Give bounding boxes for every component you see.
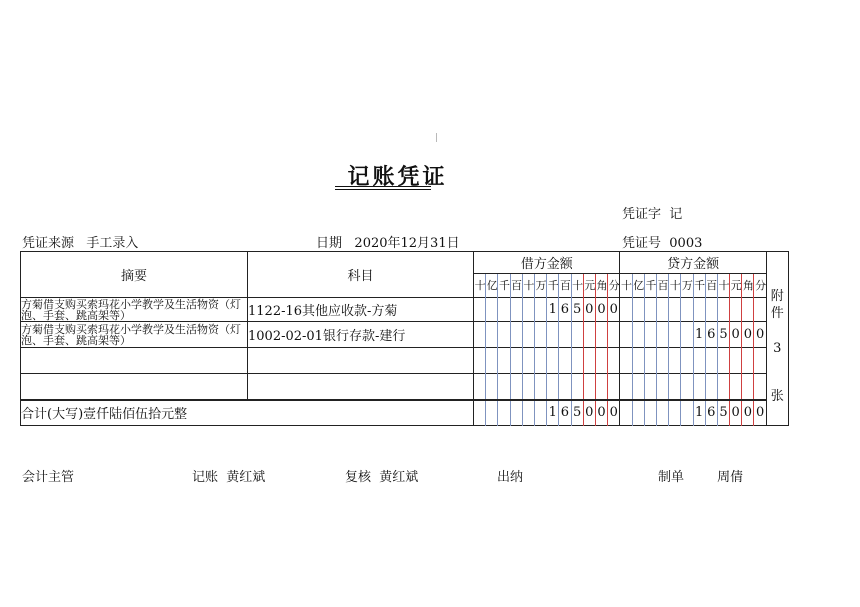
debit-unit-6: 千 [547, 274, 559, 298]
debit-unit-7: 百 [559, 274, 571, 298]
total-credit-digit [681, 400, 693, 426]
footer-preparer-label: 制单 [658, 470, 685, 485]
row-credit-digit [669, 298, 681, 322]
debit-unit-0: 十 [474, 274, 486, 298]
row-debit-digit [559, 322, 571, 348]
row-credit-digit [620, 298, 632, 322]
row-credit-digit [656, 298, 668, 322]
credit-unit-7: 百 [705, 274, 717, 298]
voucher-number [622, 232, 702, 251]
row-debit-digit [510, 348, 522, 374]
credit-unit-8: 十 [717, 274, 729, 298]
row-credit-digit: 0 [742, 322, 754, 348]
total-credit-digit: 1 [693, 400, 705, 426]
row-summary [21, 348, 248, 374]
row-credit-digit [754, 298, 766, 322]
footer-preparer-value: 周倩 [717, 470, 744, 485]
voucher-type-value: 记 [669, 207, 683, 222]
credit-unit-1: 亿 [632, 274, 644, 298]
row-debit-digit [534, 298, 546, 322]
total-row [21, 400, 789, 426]
credit-unit-11: 分 [754, 274, 766, 298]
row-credit-digit [620, 348, 632, 374]
row-credit-digit: 5 [717, 322, 729, 348]
row-credit-digit [717, 348, 729, 374]
voucher-number-value: 0003 [669, 236, 703, 251]
total-debit-digit: 5 [571, 400, 583, 426]
voucher-date-label: 日期 [316, 236, 343, 251]
credit-unit-10: 角 [742, 274, 754, 298]
row-debit-digit [498, 322, 510, 348]
row-debit-digit: 5 [571, 298, 583, 322]
row-debit-digit [474, 298, 486, 322]
row-credit-digit [742, 348, 754, 374]
voucher-type-label: 凭证字 [622, 207, 662, 222]
debit-unit-5: 万 [534, 274, 546, 298]
row-credit-digit [742, 298, 754, 322]
row-credit-digit [632, 348, 644, 374]
row-debit-digit [522, 348, 534, 374]
credit-unit-4: 十 [669, 274, 681, 298]
row-credit-digit [644, 298, 656, 322]
voucher-table [20, 251, 789, 426]
row-credit-digit [681, 374, 693, 400]
voucher-number-label: 凭证号 [622, 236, 662, 251]
total-credit-digit [656, 400, 668, 426]
row-debit-digit [534, 374, 546, 400]
total-amount-words [21, 400, 474, 426]
row-debit-digit [571, 322, 583, 348]
row-debit-digit [583, 374, 595, 400]
row-credit-digit [644, 322, 656, 348]
total-debit-digit: 0 [583, 400, 595, 426]
row-debit-digit [595, 348, 607, 374]
debit-unit-4: 十 [522, 274, 534, 298]
row-debit-digit [547, 374, 559, 400]
total-words: 壹仟陆佰伍拾元整 [83, 407, 188, 423]
attachment-label-3: 张 [770, 389, 784, 404]
credit-unit-2: 千 [644, 274, 656, 298]
row-debit-digit [498, 298, 510, 322]
row-debit-digit: 0 [595, 298, 607, 322]
row-debit-digit [608, 348, 620, 374]
row-credit-digit [705, 374, 717, 400]
row-credit-digit [717, 374, 729, 400]
row-debit-digit [486, 374, 498, 400]
total-credit-digit: 0 [754, 400, 766, 426]
credit-unit-0: 十 [620, 274, 632, 298]
row-debit-digit [522, 298, 534, 322]
row-credit-digit: 6 [705, 322, 717, 348]
row-debit-digit [583, 348, 595, 374]
credit-unit-5: 万 [681, 274, 693, 298]
row-debit-digit [583, 322, 595, 348]
row-credit-digit [656, 348, 668, 374]
debit-unit-3: 百 [510, 274, 522, 298]
footer-preparer [658, 466, 743, 485]
footer-reviewer [345, 466, 418, 485]
total-credit-digit [632, 400, 644, 426]
voucher-source-value: 手工录入 [86, 236, 139, 251]
row-debit-digit [474, 374, 486, 400]
row-subject [248, 348, 474, 374]
row-credit-digit [681, 322, 693, 348]
attachment-label-2: 件 [770, 306, 784, 321]
row-credit-digit [644, 374, 656, 400]
footer-reviewer-value: 黄红斌 [379, 470, 419, 485]
table-row [21, 348, 789, 374]
total-debit-digit: 6 [559, 400, 571, 426]
row-debit-digit [486, 348, 498, 374]
row-credit-digit [717, 298, 729, 322]
row-subject [248, 374, 474, 400]
row-debit-digit [510, 322, 522, 348]
title-underline [335, 186, 431, 187]
total-debit-digit: 1 [547, 400, 559, 426]
row-credit-digit [754, 374, 766, 400]
row-credit-digit [730, 374, 742, 400]
row-debit-digit: 6 [559, 298, 571, 322]
voucher-type [622, 203, 682, 222]
row-summary: 方菊借支购买索玛花小学教学及生活物资（灯泡、手套、跳高架等） [21, 298, 248, 322]
credit-unit-3: 百 [656, 274, 668, 298]
footer-reviewer-label: 复核 [345, 470, 372, 485]
debit-unit-8: 十 [571, 274, 583, 298]
debit-unit-10: 角 [595, 274, 607, 298]
total-debit-digit: 0 [595, 400, 607, 426]
row-debit-digit [559, 348, 571, 374]
row-credit-digit [644, 348, 656, 374]
total-credit-digit [620, 400, 632, 426]
row-debit-digit [522, 374, 534, 400]
row-credit-digit [669, 348, 681, 374]
row-debit-digit [595, 374, 607, 400]
row-credit-digit [705, 298, 717, 322]
total-debit-digit [534, 400, 546, 426]
row-debit-digit [522, 322, 534, 348]
header-debit: 借方金额 [474, 252, 620, 274]
title-underline-2 [335, 189, 431, 190]
row-credit-digit [669, 322, 681, 348]
row-debit-digit [474, 348, 486, 374]
total-debit-digit [498, 400, 510, 426]
row-credit-digit [705, 348, 717, 374]
total-debit-digit [474, 400, 486, 426]
total-debit-digit [510, 400, 522, 426]
total-credit-digit [669, 400, 681, 426]
total-debit-digit: 0 [608, 400, 620, 426]
row-credit-digit [656, 374, 668, 400]
footer-bookkeeper-value: 黄红斌 [226, 470, 266, 485]
footer-bookkeeper-label: 记账 [192, 470, 219, 485]
row-summary [21, 374, 248, 400]
row-debit-digit [510, 298, 522, 322]
row-debit-digit [498, 374, 510, 400]
row-credit-digit: 0 [754, 322, 766, 348]
row-credit-digit [669, 374, 681, 400]
row-debit-digit [486, 322, 498, 348]
voucher-date-value: 2020年12月31日 [354, 236, 460, 251]
total-debit-digit [486, 400, 498, 426]
header-credit: 贷方金额 [620, 252, 766, 274]
row-subject: 1002-02-01银行存款-建行 [248, 322, 474, 348]
attachment-column [766, 252, 788, 426]
row-debit-digit: 0 [608, 298, 620, 322]
total-debit-digit [522, 400, 534, 426]
row-credit-digit [632, 374, 644, 400]
attachment-count: 3 [773, 341, 782, 356]
footer-cashier-label: 出纳 [497, 470, 524, 485]
row-debit-digit [608, 322, 620, 348]
voucher-source-label: 凭证来源 [22, 236, 75, 251]
debit-unit-9: 元 [583, 274, 595, 298]
row-credit-digit [656, 322, 668, 348]
row-credit-digit [693, 298, 705, 322]
total-label: 合计(大写) [21, 407, 84, 423]
scan-mark [436, 133, 437, 142]
voucher-source [22, 232, 138, 251]
row-credit-digit: 1 [693, 322, 705, 348]
table-row [21, 322, 789, 348]
row-debit-digit [571, 374, 583, 400]
debit-unit-11: 分 [608, 274, 620, 298]
row-debit-digit [498, 348, 510, 374]
row-debit-digit [486, 298, 498, 322]
credit-unit-6: 千 [693, 274, 705, 298]
row-credit-digit [632, 322, 644, 348]
row-debit-digit [559, 374, 571, 400]
row-debit-digit [547, 348, 559, 374]
row-debit-digit [534, 322, 546, 348]
table-row [21, 374, 789, 400]
footer-bookkeeper [192, 466, 265, 485]
row-credit-digit [742, 374, 754, 400]
row-summary: 方菊借支购买索玛花小学教学及生活物资（灯泡、手套、跳高架等） [21, 322, 248, 348]
row-credit-digit [681, 348, 693, 374]
total-credit-digit: 5 [717, 400, 729, 426]
row-credit-digit [730, 298, 742, 322]
table-row [21, 298, 789, 322]
total-credit-digit: 0 [742, 400, 754, 426]
row-debit-digit [595, 322, 607, 348]
row-debit-digit [474, 322, 486, 348]
header-summary: 摘要 [21, 252, 248, 298]
voucher-title: 记账凭证 [347, 165, 448, 190]
row-credit-digit [681, 298, 693, 322]
total-credit-digit: 0 [730, 400, 742, 426]
total-credit-digit: 6 [705, 400, 717, 426]
row-credit-digit [620, 322, 632, 348]
attachment-label-1: 附 [770, 289, 784, 304]
row-credit-digit: 0 [730, 322, 742, 348]
row-debit-digit [547, 322, 559, 348]
total-credit-digit [644, 400, 656, 426]
debit-unit-1: 亿 [486, 274, 498, 298]
footer-chief-label: 会计主管 [22, 470, 75, 485]
footer-chief [22, 466, 78, 485]
row-debit-digit [534, 348, 546, 374]
row-debit-digit: 1 [547, 298, 559, 322]
header-subject: 科目 [248, 252, 474, 298]
row-credit-digit [632, 298, 644, 322]
credit-unit-9: 元 [730, 274, 742, 298]
row-credit-digit [693, 374, 705, 400]
footer-cashier [497, 466, 527, 485]
row-debit-digit: 0 [583, 298, 595, 322]
voucher-date [316, 232, 460, 251]
row-subject: 1122-16其他应收款-方菊 [248, 298, 474, 322]
row-debit-digit [608, 374, 620, 400]
row-credit-digit [754, 348, 766, 374]
row-debit-digit [571, 348, 583, 374]
row-credit-digit [620, 374, 632, 400]
row-credit-digit [693, 348, 705, 374]
debit-unit-2: 千 [498, 274, 510, 298]
row-credit-digit [730, 348, 742, 374]
row-debit-digit [510, 374, 522, 400]
